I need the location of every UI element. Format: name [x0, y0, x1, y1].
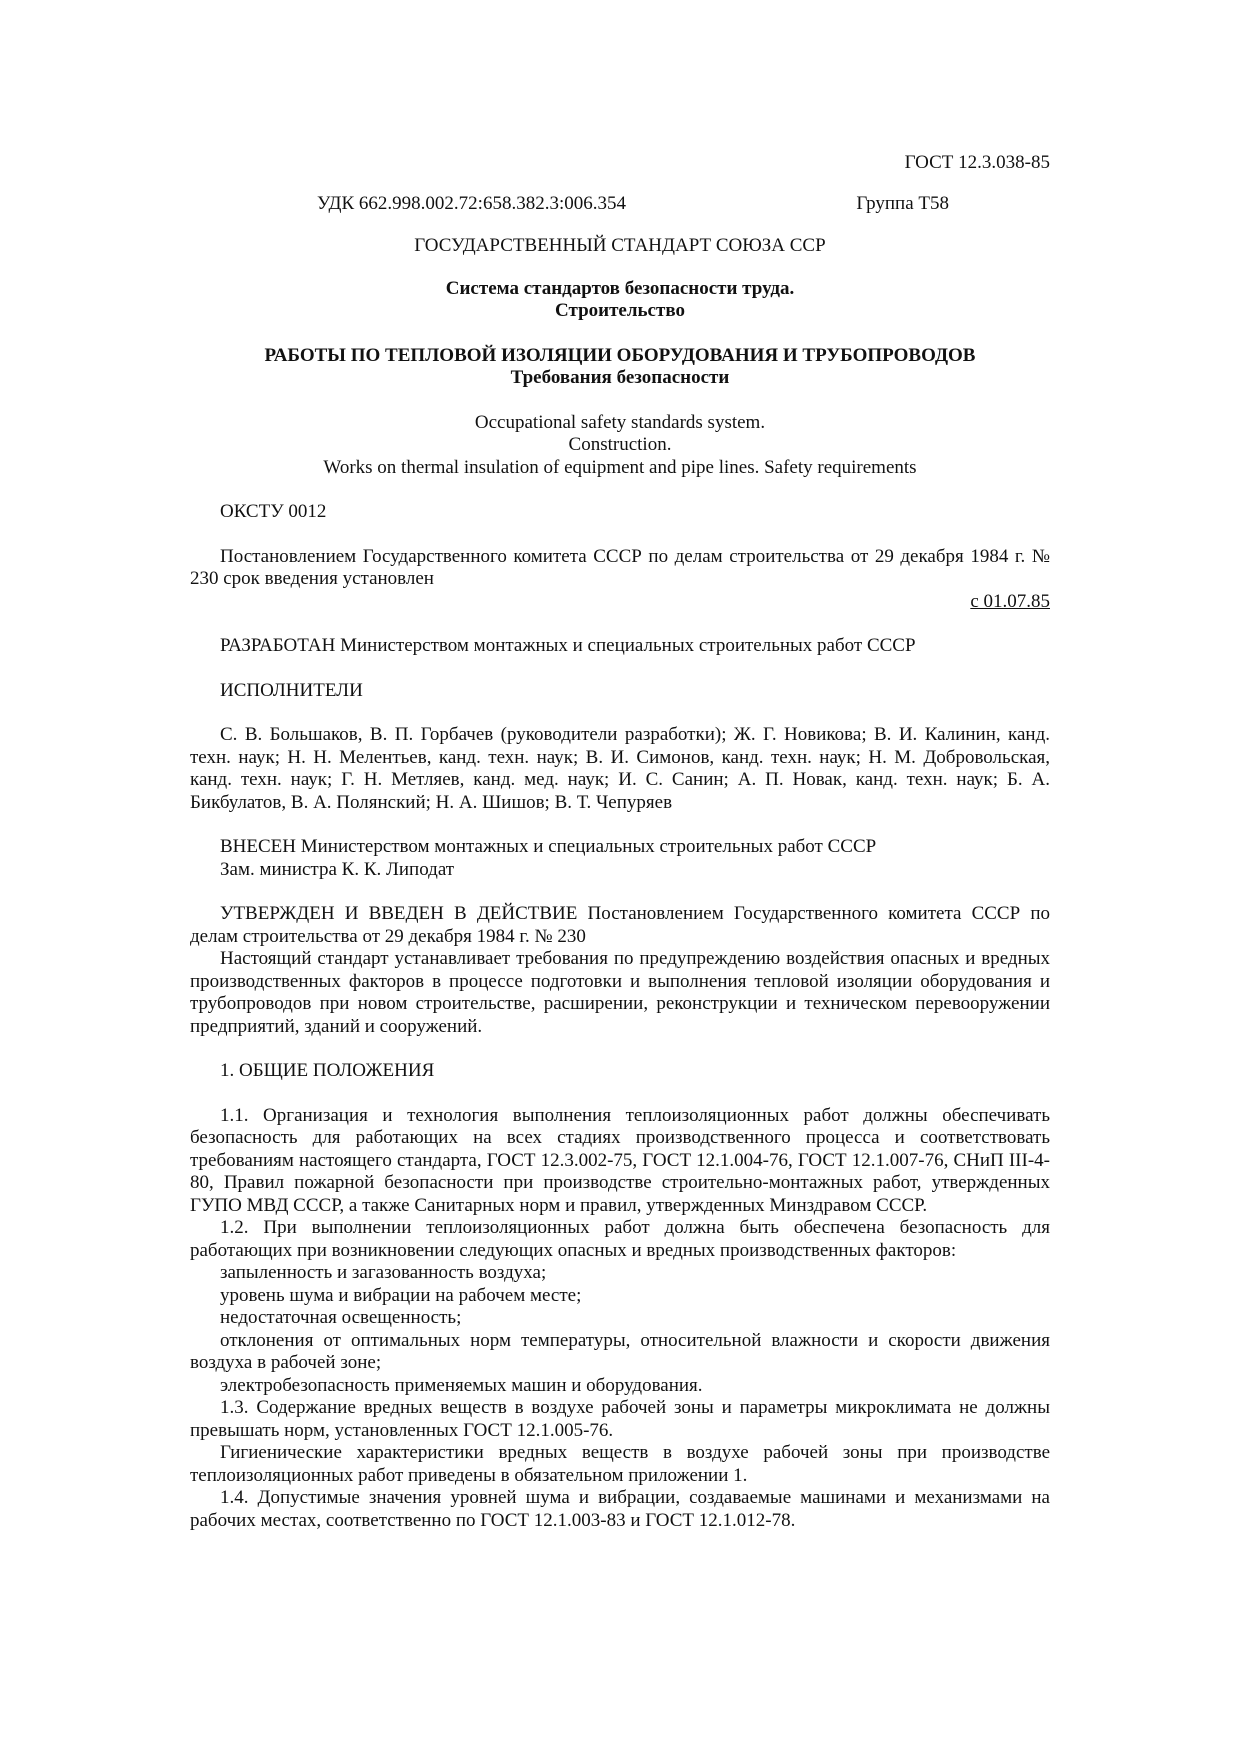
state-standard-title: ГОСУДАРСТВЕННЫЙ СТАНДАРТ СОЮЗА ССР [414, 235, 826, 256]
section-heading: 1. ОБЩИЕ ПОЛОЖЕНИЯ [220, 1060, 435, 1081]
gost-number: ГОСТ 12.3.038-85 [904, 152, 1050, 173]
list-item: электробезопасность применяемых машин и оборудования. [220, 1374, 703, 1396]
deputy-minister: Зам. министра К. К. Липодат [220, 858, 455, 880]
list-item: запыленность и загазованность воздуха; [220, 1262, 547, 1283]
list-item: уровень шума и вибрации на рабочем месте; [220, 1284, 582, 1306]
paragraph: 1.4. Допустимые значения уровней шума и вибрации, создаваемые машинами и механизмами на рабочих местах, соответственно по ГОСТ 12.1.003-83 и ГОСТ 12.1.012-78. [190, 1487, 1050, 1531]
developed-by: РАЗРАБОТАН Министерством монтажных и специальных строительных работ СССР [220, 635, 916, 656]
main-title-line2: Требования безопасности [510, 367, 730, 388]
paragraph: Гигиенические характеристики вредных веществ в воздухе рабочей зоны при производстве теплоизоляционных работ приведены в обязательном приложении 1. [190, 1442, 1050, 1486]
system-title-line2: Строительство [555, 300, 685, 321]
effective-date: с 01.07.85 [970, 590, 1050, 612]
executors-list: С. В. Большаков, В. П. Горбачев (руководители разработки); Ж. Г. Новикова; В. И. Калинин, канд. техн. наук; Н. Н. Мелентьев, канд. техн. наук; В. И. Симонов, канд. техн. наук; Н. М. Добровольская, канд. техн. наук; Г. Н. Метляев, канд. мед. наук; И. С. Санин; А. П. Новак, канд. техн. наук; Б. А. Бикбулатов, В. А. Полянский; Н. А. Шишов; В. Т. Чепуряев [190, 724, 1050, 813]
executors-heading: ИСПОЛНИТЕЛИ [220, 679, 363, 701]
paragraph: 1.2. При выполнении теплоизоляционных работ должна быть обеспечена безопасность для работающих при возникновении следующих опасных и вредных производственных факторов: [190, 1217, 1050, 1261]
udk-code: УДК 662.998.002.72:658.382.3:006.354 [317, 192, 626, 214]
approved-text: УТВЕРЖДЕН И ВВЕДЕН В ДЕЙСТВИЕ Постановлением Государственного комитета СССР по делам строительства от 29 декабря 1984 г. № 230 [190, 903, 1050, 947]
list-item: недостаточная освещенность; [220, 1307, 462, 1328]
paragraph: 1.3. Содержание вредных веществ в воздухе рабочей зоны и параметры микроклимата не должны превышать норм, установленных ГОСТ 12.1.005-76. [190, 1397, 1050, 1441]
list-item: отклонения от оптимальных норм температуры, относительной влажности и скорости движения воздуха в рабочей зоне; [190, 1329, 1050, 1373]
group-code: Группа Т58 [856, 192, 949, 214]
okstu-code: ОКСТУ 0012 [220, 501, 327, 522]
system-title-line1: Система стандартов безопасности труда. [445, 277, 795, 299]
scope-text: Настоящий стандарт устанавливает требования по предупреждению воздействия опасных и вредных производственных факторов в процессе подготовки и выполнения тепловой изоляции оборудования и трубопроводов при новом строительстве, расширении, реконструкции и техническом перевооружении предприятий, зданий и сооружений. [190, 948, 1050, 1037]
english-title-line1: Occupational safety standards system. [474, 411, 766, 433]
submitted-by: ВНЕСЕН Министерством монтажных и специальных строительных работ СССР [220, 836, 877, 857]
english-title-line3: Works on thermal insulation of equipment and pipe lines. Safety requirements [323, 456, 917, 478]
main-title-line1: РАБОТЫ ПО ТЕПЛОВОЙ ИЗОЛЯЦИИ ОБОРУДОВАНИЯ И ТРУБОПРОВОДОВ [264, 344, 976, 366]
english-title-line2: Construction. [568, 434, 672, 455]
resolution-text: Постановлением Государственного комитета СССР по делам строительства от 29 декабря 1984 г. № 230 срок введения установлен [190, 545, 1050, 589]
header-row [190, 193, 1050, 216]
document-page [190, 152, 1050, 1532]
paragraph: 1.1. Организация и технология выполнения теплоизоляционных работ должны обеспечивать безопасность для работающих на всех стадиях производственного процесса и соответствовать требованиям настоящего стандарта, ГОСТ 12.3.002-75, ГОСТ 12.1.004-76, ГОСТ 12.1.007-76, СНиП III-4-80, Правил пожарной безопасности при производстве строительно-монтажных работ, утвержденных ГУПО МВД СССР, а также Санитарных норм и правил, утвержденных Минздравом СССР. [190, 1104, 1050, 1216]
